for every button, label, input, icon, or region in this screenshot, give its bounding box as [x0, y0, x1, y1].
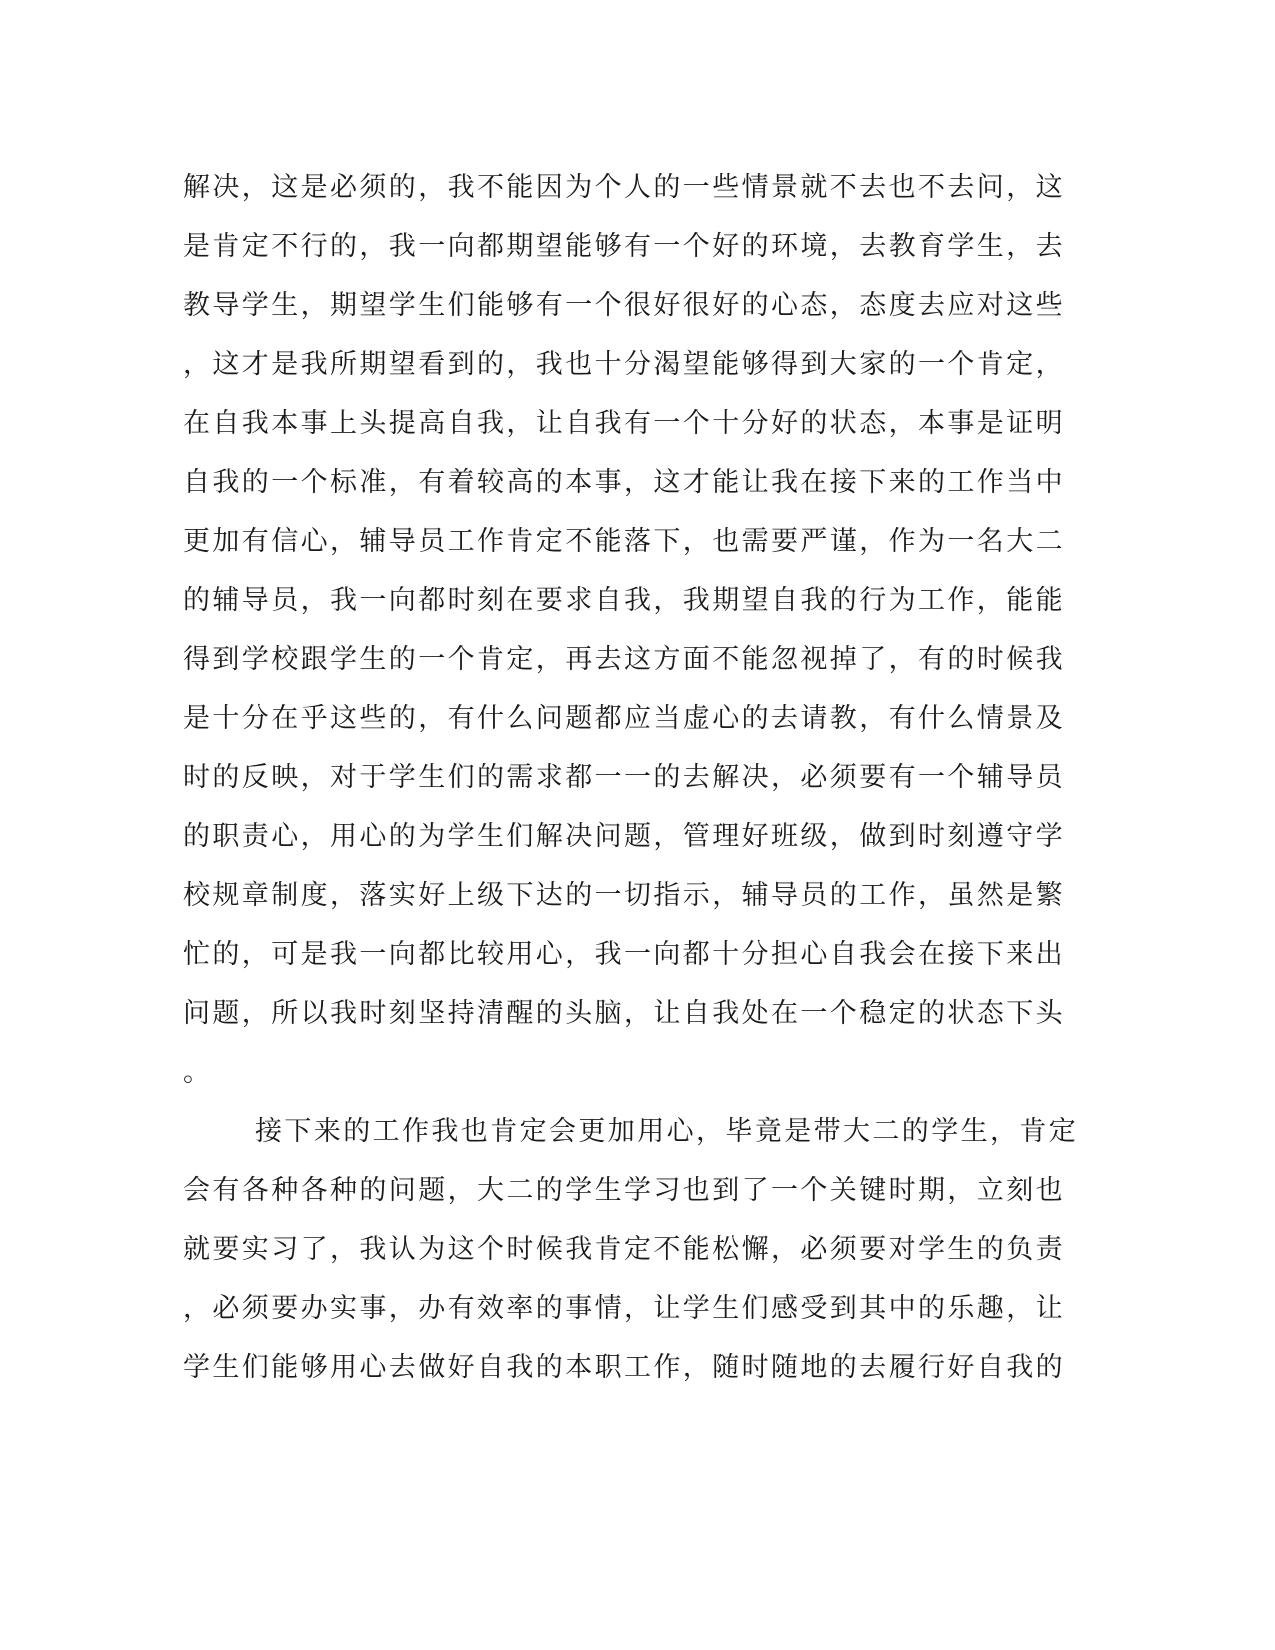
text-line: 问题，所以我时刻坚持清醒的头脑，让自我处在一个稳定的状态下头: [183, 998, 1065, 1029]
text-line: 的职责心，用心的为学生们解决问题，管理好班级，做到时刻遵守学: [183, 821, 1065, 852]
text-line: ，必须要办实事，办有效率的事情，让学生们感受到其中的乐趣，让: [183, 1293, 1065, 1324]
text-line: 在自我本事上头提高自我，让自我有一个十分好的状态，本事是证明: [183, 408, 1065, 439]
paragraph-1: [183, 158, 1063, 1102]
text-line: ，这才是我所期望看到的，我也十分渴望能够得到大家的一个肯定，: [183, 349, 1065, 380]
text-line: 自我的一个标准，有着较高的本事，这才能让我在接下来的工作当中: [183, 467, 1065, 498]
text-line: 校规章制度，落实好上级下达的一切指示，辅导员的工作，虽然是繁: [183, 880, 1065, 911]
text-line: 得到学校跟学生的一个肯定，再去这方面不能忽视掉了，有的时候我: [183, 644, 1065, 675]
text-line: 解决，这是必须的，我不能因为个人的一些情景就不去也不去问，这: [183, 172, 1065, 203]
text-line: 教导学生，期望学生们能够有一个很好很好的心态，态度去应对这些: [183, 290, 1065, 321]
text-line: 。: [183, 1057, 213, 1088]
text-line: 忙的，可是我一向都比较用心，我一向都十分担心自我会在接下来出: [183, 939, 1065, 970]
text-line: 就要实习了，我认为这个时候我肯定不能松懈，必须要对学生的负责: [183, 1234, 1065, 1265]
text-line: 时的反映，对于学生们的需求都一一的去解决，必须要有一个辅导员: [183, 762, 1065, 793]
text-line: 是十分在乎这些的，有什么问题都应当虚心的去请教，有什么情景及: [183, 703, 1065, 734]
text-line: 是肯定不行的，我一向都期望能够有一个好的环境，去教育学生，去: [183, 231, 1065, 262]
text-line: 接下来的工作我也肯定会更加用心，毕竟是带大二的学生，肯定: [255, 1116, 1079, 1147]
text-line: 更加有信心，辅导员工作肯定不能落下，也需要严谨，作为一名大二: [183, 526, 1065, 557]
text-line: 学生们能够用心去做好自我的本职工作，随时随地的去履行好自我的: [183, 1352, 1065, 1383]
paragraph-2: [183, 1102, 1079, 1397]
text-line: 的辅导员，我一向都时刻在要求自我，我期望自我的行为工作，能能: [183, 585, 1065, 616]
text-line: 会有各种各种的问题，大二的学生学习也到了一个关键时期，立刻也: [183, 1175, 1065, 1206]
